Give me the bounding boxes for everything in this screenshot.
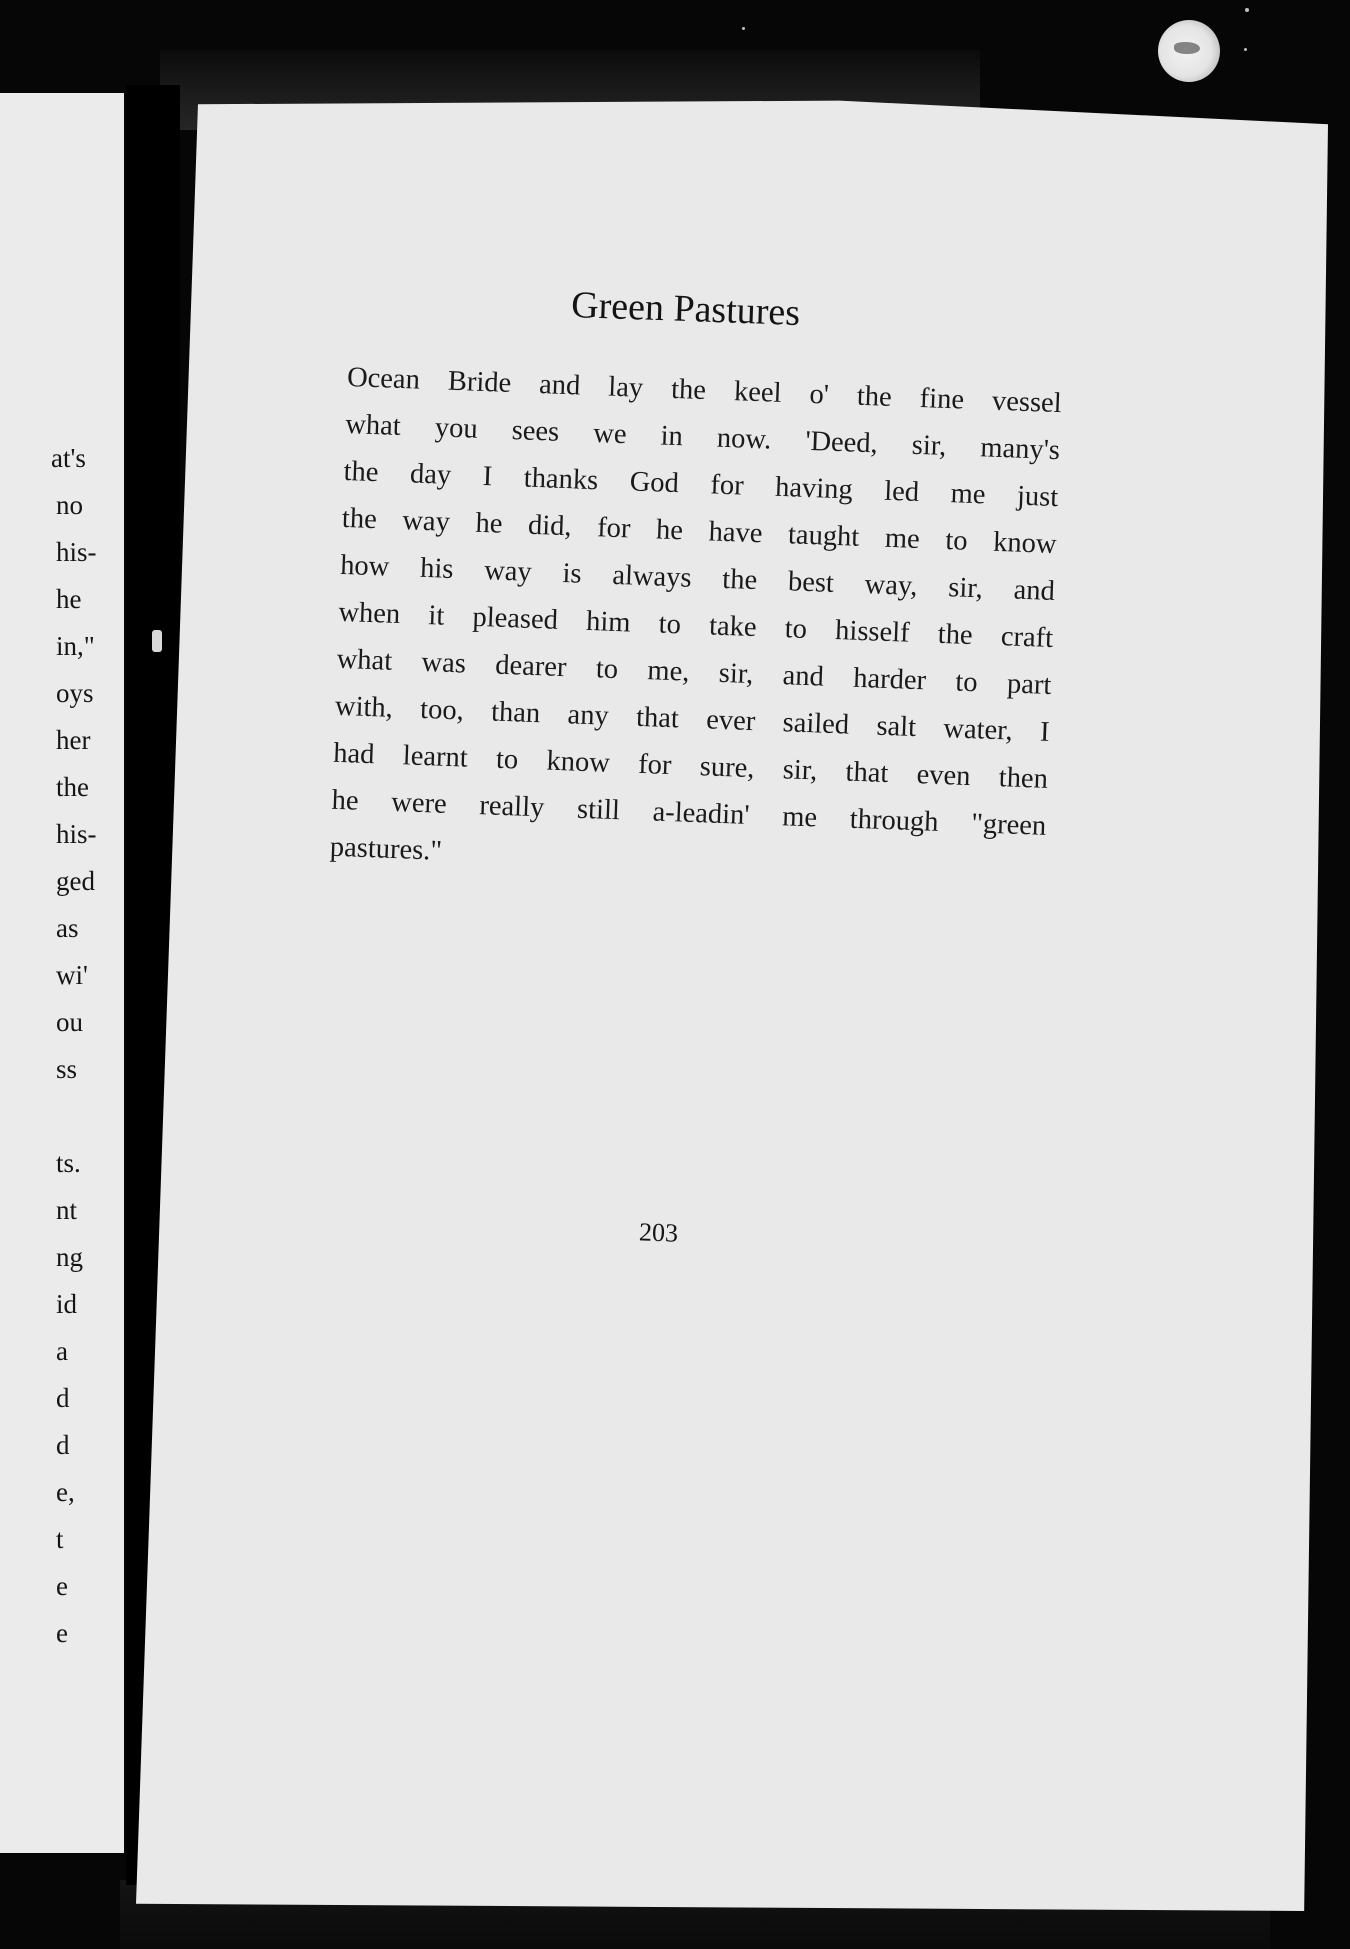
body-line: what was dearer to me, sir, and harder to part bbox=[336, 643, 1052, 701]
previous-page-line: t bbox=[56, 1524, 64, 1554]
page-number: 203 bbox=[638, 1217, 679, 1248]
previous-page-fragment bbox=[0, 93, 124, 1853]
previous-page-line: e bbox=[56, 1618, 68, 1648]
previous-page-line: ss bbox=[56, 1054, 78, 1084]
body-line: he were really still a-leadin' me through "green bbox=[331, 784, 1047, 842]
page-body-text bbox=[329, 354, 1062, 897]
previous-page-line: at's bbox=[51, 443, 86, 473]
previous-page-line: his- bbox=[56, 537, 97, 567]
previous-page-line: wi' bbox=[56, 960, 88, 990]
previous-page-line: ts. bbox=[56, 1148, 81, 1178]
body-line: with, too, than any that ever sailed salt water, I bbox=[334, 690, 1051, 748]
previous-page-line: oys bbox=[56, 678, 94, 708]
previous-page-line: as bbox=[56, 913, 79, 943]
previous-page-line: the bbox=[56, 772, 89, 802]
body-line: the way he did, for he have taught me to know bbox=[341, 502, 1058, 561]
previous-page-line: e, bbox=[56, 1477, 75, 1507]
library-stamp-icon bbox=[1158, 20, 1220, 82]
body-line: pastures." bbox=[329, 831, 443, 867]
previous-page-line: in," bbox=[56, 631, 95, 661]
previous-page-line: ng bbox=[56, 1242, 83, 1272]
previous-page-line: d bbox=[56, 1383, 70, 1413]
scan-speck bbox=[1244, 48, 1247, 51]
gutter-notch bbox=[152, 630, 162, 652]
body-line: had learnt to know for sure, sir, that even then bbox=[332, 737, 1049, 795]
previous-page-line: ged bbox=[56, 866, 95, 896]
body-line: how his way is always the best way, sir, and bbox=[339, 549, 1056, 608]
previous-page-line: a bbox=[56, 1336, 68, 1366]
previous-page-line: he bbox=[56, 584, 82, 614]
scan-speck bbox=[1245, 8, 1249, 12]
previous-page-line: e bbox=[56, 1571, 68, 1601]
body-line: Ocean Bride and lay the keel o' the fine vessel bbox=[346, 361, 1063, 420]
previous-page-line: her bbox=[56, 725, 91, 755]
previous-page-line: d bbox=[56, 1430, 70, 1460]
previous-page-line: his- bbox=[56, 819, 97, 849]
previous-page-line: no bbox=[56, 490, 83, 520]
body-line: the day I thanks God for having led me just bbox=[343, 455, 1059, 514]
previous-page-line: id bbox=[56, 1289, 78, 1319]
previous-page-line: ou bbox=[56, 1007, 83, 1037]
running-title: Green Pastures bbox=[570, 283, 801, 334]
body-line: when it pleased him to take to hisself the craft bbox=[337, 596, 1054, 655]
body-line: what you sees we in now. 'Deed, sir, many's bbox=[344, 408, 1061, 467]
previous-page-line: nt bbox=[56, 1195, 78, 1225]
scan-speck bbox=[742, 27, 745, 30]
